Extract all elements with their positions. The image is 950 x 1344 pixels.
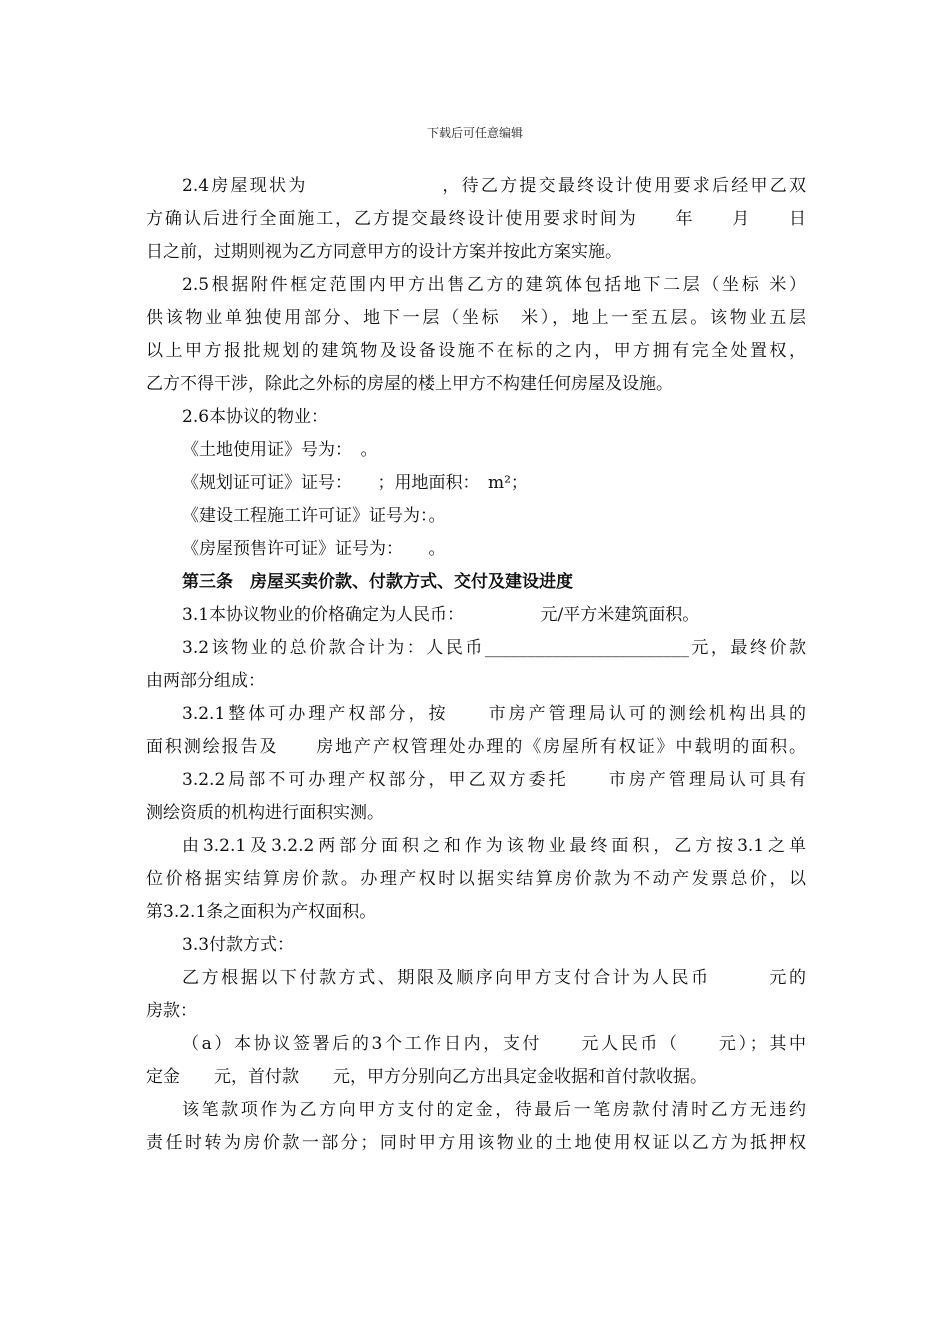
paragraph-line: 《建设工程施工许可证》证号为：。 xyxy=(182,506,446,526)
paragraph-line: 方确认后进行全面施工，乙方提交最终设计使用要求时间为 年 月 日 xyxy=(146,209,806,229)
paragraph-line: 位价格据实结算房价款。办理产权时以据实结算房价款为不动产发票总价，以 xyxy=(146,869,806,889)
paragraph-line: 由两部分组成： xyxy=(146,671,265,691)
paragraph-line: 乙方不得干涉，除此之外标的房屋的楼上甲方不构建任何房屋及设施。 xyxy=(146,374,673,394)
paragraph-line: （a）本协议签署后的3个工作日内，支付 元人民币（ 元）；其中 xyxy=(182,1034,806,1054)
paragraph-line: 责任时转为房价款一部分；同时甲方用该物业的土地使用权证以乙方为抵押权 xyxy=(146,1133,806,1153)
paragraph-line: 2.5根据附件框定范围内甲方出售乙方的建筑体包括地下二层（坐标 米） xyxy=(182,275,806,295)
paragraph-line: 供该物业单独使用部分、地下一层（坐标 米），地上一至五层。该物业五层 xyxy=(146,308,806,328)
paragraph-line: 定金 元，首付款 元，甲方分别向乙方出具定金收据和首付款收据。 xyxy=(146,1067,707,1087)
paragraph-line: 《规划证可证》证号： ；用地面积： m²； xyxy=(182,473,528,493)
paragraph-line: 乙方根据以下付款方式、期限及顺序向甲方支付合计为人民币 元的 xyxy=(182,968,806,988)
paragraph-line: 测绘资质的机构进行面积实测。 xyxy=(146,803,384,823)
paragraph-line: 2.6本协议的物业： xyxy=(182,407,329,427)
paragraph-line: 3.2.2局部不可办理产权部分，甲乙双方委托 市房产管理局认可具有 xyxy=(182,770,806,790)
paragraph-line: 3.3付款方式： xyxy=(182,935,295,955)
paragraph-line: 《土地使用证》号为： 。 xyxy=(182,440,378,460)
document-body xyxy=(146,170,806,1160)
paragraph-line: 该笔款项作为乙方向甲方支付的定金，待最后一笔房款付清时乙方无违约 xyxy=(182,1100,806,1120)
paragraph-line: 房款： xyxy=(146,1001,197,1021)
section-heading: 第三条 房屋买卖价款、付款方式、交付及建设进度 xyxy=(182,572,573,592)
paragraph-line: 第3.2.1条之面积为产权面积。 xyxy=(146,902,377,922)
paragraph-line: 由3.2.1及3.2.2两部分面积之和作为该物业最终面积，乙方按3.1之单 xyxy=(182,836,806,856)
paragraph-line: 以上甲方报批规划的建筑物及设备设施不在标的之内，甲方拥有完全处置权， xyxy=(146,341,806,361)
paragraph-line: 3.2.1整体可办理产权部分，按 市房产管理局认可的测绘机构出具的 xyxy=(182,704,806,724)
page-header: 下载后可任意编辑 xyxy=(426,126,523,140)
paragraph-line: 3.2该物业的总价款合计为：人民币________________________元，最终价款 xyxy=(182,638,806,658)
paragraph-line: 《房屋预售许可证》证号为： 。 xyxy=(182,539,446,559)
paragraph-line: 2.4房屋现状为 ，待乙方提交最终设计使用要求后经甲乙双 xyxy=(182,176,806,196)
paragraph-line: 3.1本协议物业的价格确定为人民币： 元/平方米建筑面积。 xyxy=(182,605,700,625)
paragraph-line: 日之前，过期则视为乙方同意甲方的设计方案并按此方案实施。 xyxy=(146,242,622,262)
paragraph-line: 面积测绘报告及 房地产产权管理处办理的《房屋所有权证》中载明的面积。 xyxy=(146,737,806,757)
